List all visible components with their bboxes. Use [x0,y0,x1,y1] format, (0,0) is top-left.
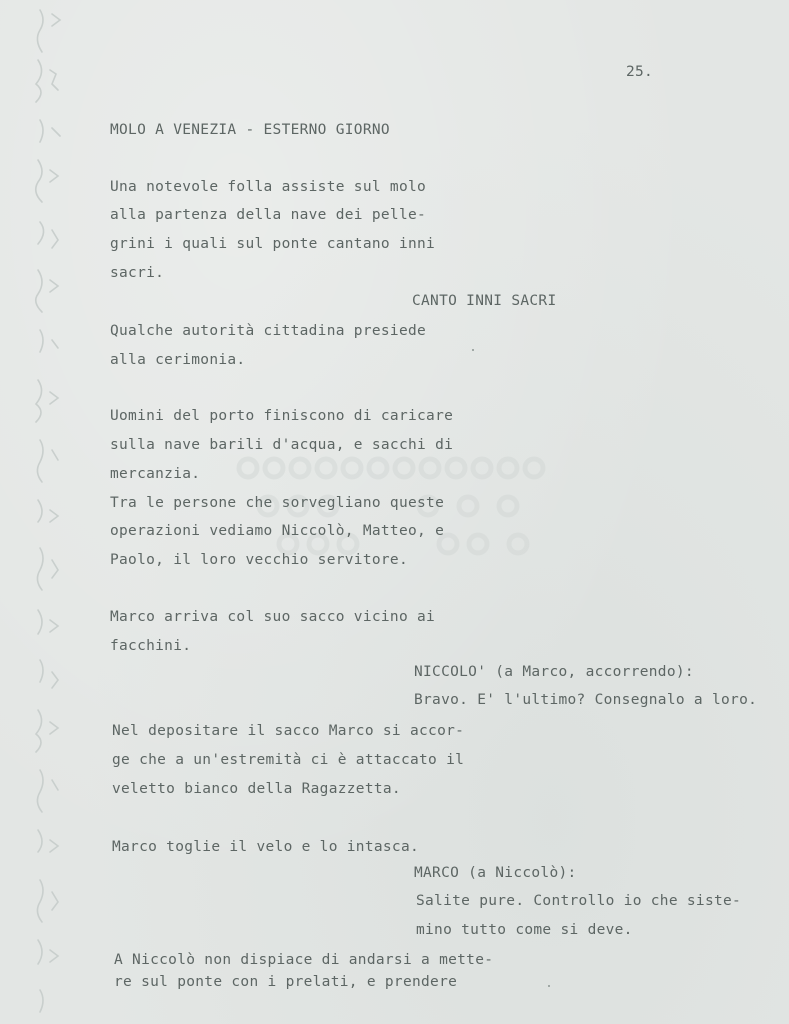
action-line: Qualche autorità cittadina presiede [110,323,427,339]
dialogue-line: mino tutto come si deve. [416,922,633,938]
cue-line: CANTO INNI SACRI [412,293,557,309]
dialogue-line: Bravo. E' l'ultimo? Consegnalo a loro. [414,692,758,708]
action-line: alla partenza della nave dei pelle- [110,207,427,223]
action-line: Marco arriva col suo sacco vicino ai [110,609,436,625]
perforated-margin-strip [22,0,70,1024]
ink-speck [472,349,474,351]
action-line: Tra le persone che sorvegliano queste [110,495,445,511]
character-cue-niccolo: NICCOLO' (a Marco, accorrendo): [414,664,694,680]
action-line: Marco toglie il velo e lo intasca. [112,839,420,855]
action-line: Nel depositare il sacco Marco si accor- [112,723,465,739]
action-line: re sul ponte con i prelati, e prendere [114,974,458,990]
action-line: A Niccolò non dispiace di andarsi a mette- [114,952,494,968]
action-line: sulla nave barili d'acqua, e sacchi di [110,437,454,453]
action-line: operazioni vediamo Niccolò, Matteo, e [110,523,445,539]
action-line: grini i quali sul ponte cantano inni [110,236,436,252]
action-line: Paolo, il loro vecchio servitore. [110,552,408,568]
page-number: 25. [626,64,654,80]
action-line: sacri. [110,265,165,281]
action-line: mercanzia. [110,466,201,482]
dialogue-line: Salite pure. Controllo io che siste- [416,893,742,909]
action-line: Uomini del porto finiscono di caricare [110,408,454,424]
action-line: facchini. [110,638,192,654]
scene-heading: MOLO A VENEZIA - ESTERNO GIORNO [110,122,390,138]
action-line: alla cerimonia. [110,352,246,368]
action-line: Una notevole folla assiste sul molo [110,179,427,195]
action-line: ge che a un'estremità ci è attaccato il [112,752,465,768]
action-line: veletto bianco della Ragazzetta. [112,781,401,797]
character-cue-marco: MARCO (a Niccolò): [414,865,577,881]
ink-speck [548,985,550,987]
